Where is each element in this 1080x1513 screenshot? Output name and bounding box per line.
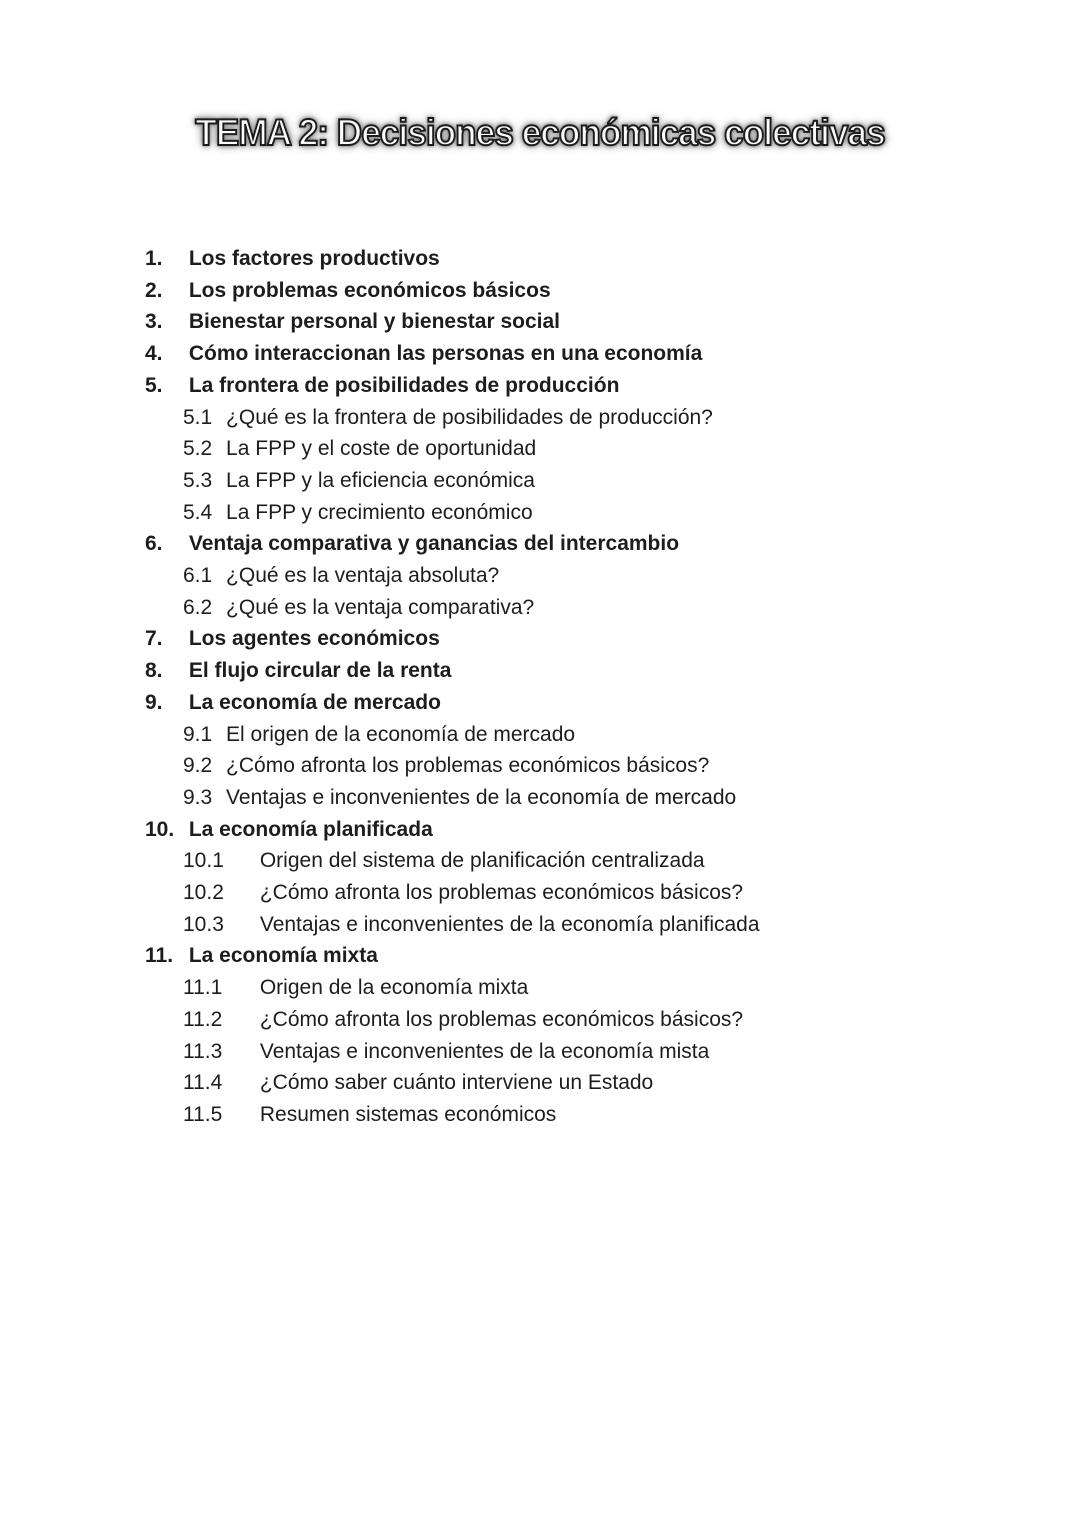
toc-item xyxy=(145,1036,760,1068)
toc-item-text: Cómo interaccionan las personas en una economía xyxy=(188,342,703,366)
toc-item-number: 6. xyxy=(145,532,163,556)
toc-item-text: ¿Qué es la frontera de posibilidades de producción? xyxy=(226,405,713,429)
toc-item-number: 4. xyxy=(145,342,163,366)
toc-item-number: 9.1 xyxy=(183,722,213,746)
toc-item-text: Los problemas económicos básicos xyxy=(188,278,551,302)
toc-item-text: Ventajas e inconvenientes de la economía de mercado xyxy=(226,785,737,809)
toc-item-text: Ventaja comparativa y ganancias del intercambio xyxy=(188,532,680,556)
toc-item-number: 11.5 xyxy=(183,1102,223,1126)
toc-item-text: Ventajas e inconvenientes de la economía planificada xyxy=(259,912,760,936)
toc-item-text: ¿Qué es la ventaja absoluta? xyxy=(226,564,500,588)
toc-item xyxy=(145,243,760,275)
toc-item xyxy=(145,940,760,972)
toc-item-text: Bienestar personal y bienestar social xyxy=(188,310,561,334)
toc-item-text: ¿Cómo afronta los problemas económicos básicos? xyxy=(259,881,744,905)
page-title: TEMA 2: Decisiones económicas colectivas xyxy=(195,112,885,153)
toc-item-number: 10. xyxy=(145,817,175,841)
toc-item-number: 11.1 xyxy=(183,976,223,1000)
toc-item xyxy=(145,909,760,941)
toc-item xyxy=(145,623,760,655)
toc-item-number: 5.1 xyxy=(183,405,213,429)
toc-item-text: Los factores productivos xyxy=(188,247,440,270)
toc-item-number: 10.1 xyxy=(183,849,224,873)
toc-item-number: 10.3 xyxy=(183,912,224,936)
toc-item xyxy=(145,275,760,307)
toc-item-number: 5.2 xyxy=(183,437,213,461)
toc-item-number: 11.4 xyxy=(183,1071,223,1095)
toc-item-text: Origen de la economía mixta xyxy=(259,976,529,1000)
toc-item xyxy=(145,1099,760,1131)
toc-item xyxy=(145,750,760,782)
toc-item xyxy=(145,814,760,846)
toc-item xyxy=(145,338,760,370)
toc-item xyxy=(145,782,760,814)
toc-item-text: ¿Cómo afronta los problemas económicos básicos? xyxy=(226,754,710,778)
toc-item-number: 9.3 xyxy=(183,785,213,809)
toc-item-text: El origen de la economía de mercado xyxy=(226,722,576,746)
toc-item-text: La FPP y la eficiencia económica xyxy=(226,468,535,492)
toc-item-number: 6.2 xyxy=(183,595,213,619)
toc-item xyxy=(145,845,760,877)
toc-item-number: 7. xyxy=(145,627,163,651)
toc-item-number: 11.2 xyxy=(183,1007,223,1031)
toc-item-text: Origen del sistema de planificación centralizada xyxy=(259,849,705,873)
toc-item-number: 8. xyxy=(145,659,163,683)
toc-item xyxy=(145,719,760,751)
toc-item-number: 2. xyxy=(145,278,163,302)
toc-item xyxy=(145,465,760,497)
toc-item-text: ¿Cómo saber cuánto interviene un Estado xyxy=(259,1071,654,1095)
toc-item xyxy=(145,433,760,465)
toc-item-text: Resumen sistemas económicos xyxy=(259,1102,557,1126)
toc-item xyxy=(145,1004,760,1036)
toc-item xyxy=(145,306,760,338)
toc-item-number: 5.3 xyxy=(183,468,213,492)
toc-item-text: La economía mixta xyxy=(188,944,378,968)
toc-item-text: Ventajas e inconvenientes de la economía mista xyxy=(259,1039,710,1063)
toc-item-text: La FPP y crecimiento económico xyxy=(226,500,533,524)
toc-item xyxy=(145,402,760,434)
toc-item-text: El flujo circular de la renta xyxy=(188,659,452,683)
toc-item-number: 9.2 xyxy=(183,754,213,778)
toc-item-number: 11.3 xyxy=(183,1039,223,1063)
toc-item-text: ¿Cómo afronta los problemas económicos básicos? xyxy=(259,1007,744,1031)
toc-item xyxy=(145,687,760,719)
toc-item xyxy=(145,560,760,592)
toc-item-text: La economía planificada xyxy=(188,817,433,841)
toc-item-number: 11. xyxy=(145,944,174,968)
toc-item-number: 9. xyxy=(145,690,163,714)
toc-item-number: 5. xyxy=(145,373,163,397)
toc-item-text: La FPP y el coste de oportunidad xyxy=(226,437,537,461)
toc-item xyxy=(145,877,760,909)
toc-item-number: 6.1 xyxy=(183,564,213,588)
toc-item xyxy=(145,655,760,687)
toc-item xyxy=(145,370,760,402)
toc-item-number: 3. xyxy=(145,310,163,334)
toc-item-number: 10.2 xyxy=(183,881,224,905)
toc-item-number: 5.4 xyxy=(183,500,213,524)
toc-item xyxy=(145,497,760,529)
toc-item xyxy=(145,972,760,1004)
toc-item xyxy=(145,528,760,560)
toc-item xyxy=(145,592,760,624)
toc-item-text: La frontera de posibilidades de producción xyxy=(188,373,620,397)
toc-item xyxy=(145,1067,760,1099)
toc-item-number: 1. xyxy=(145,247,163,270)
toc-list xyxy=(145,243,760,1131)
toc-item-text: Los agentes económicos xyxy=(188,627,440,651)
toc-item-text: La economía de mercado xyxy=(188,690,441,714)
toc-item-text: ¿Qué es la ventaja comparativa? xyxy=(226,595,535,619)
